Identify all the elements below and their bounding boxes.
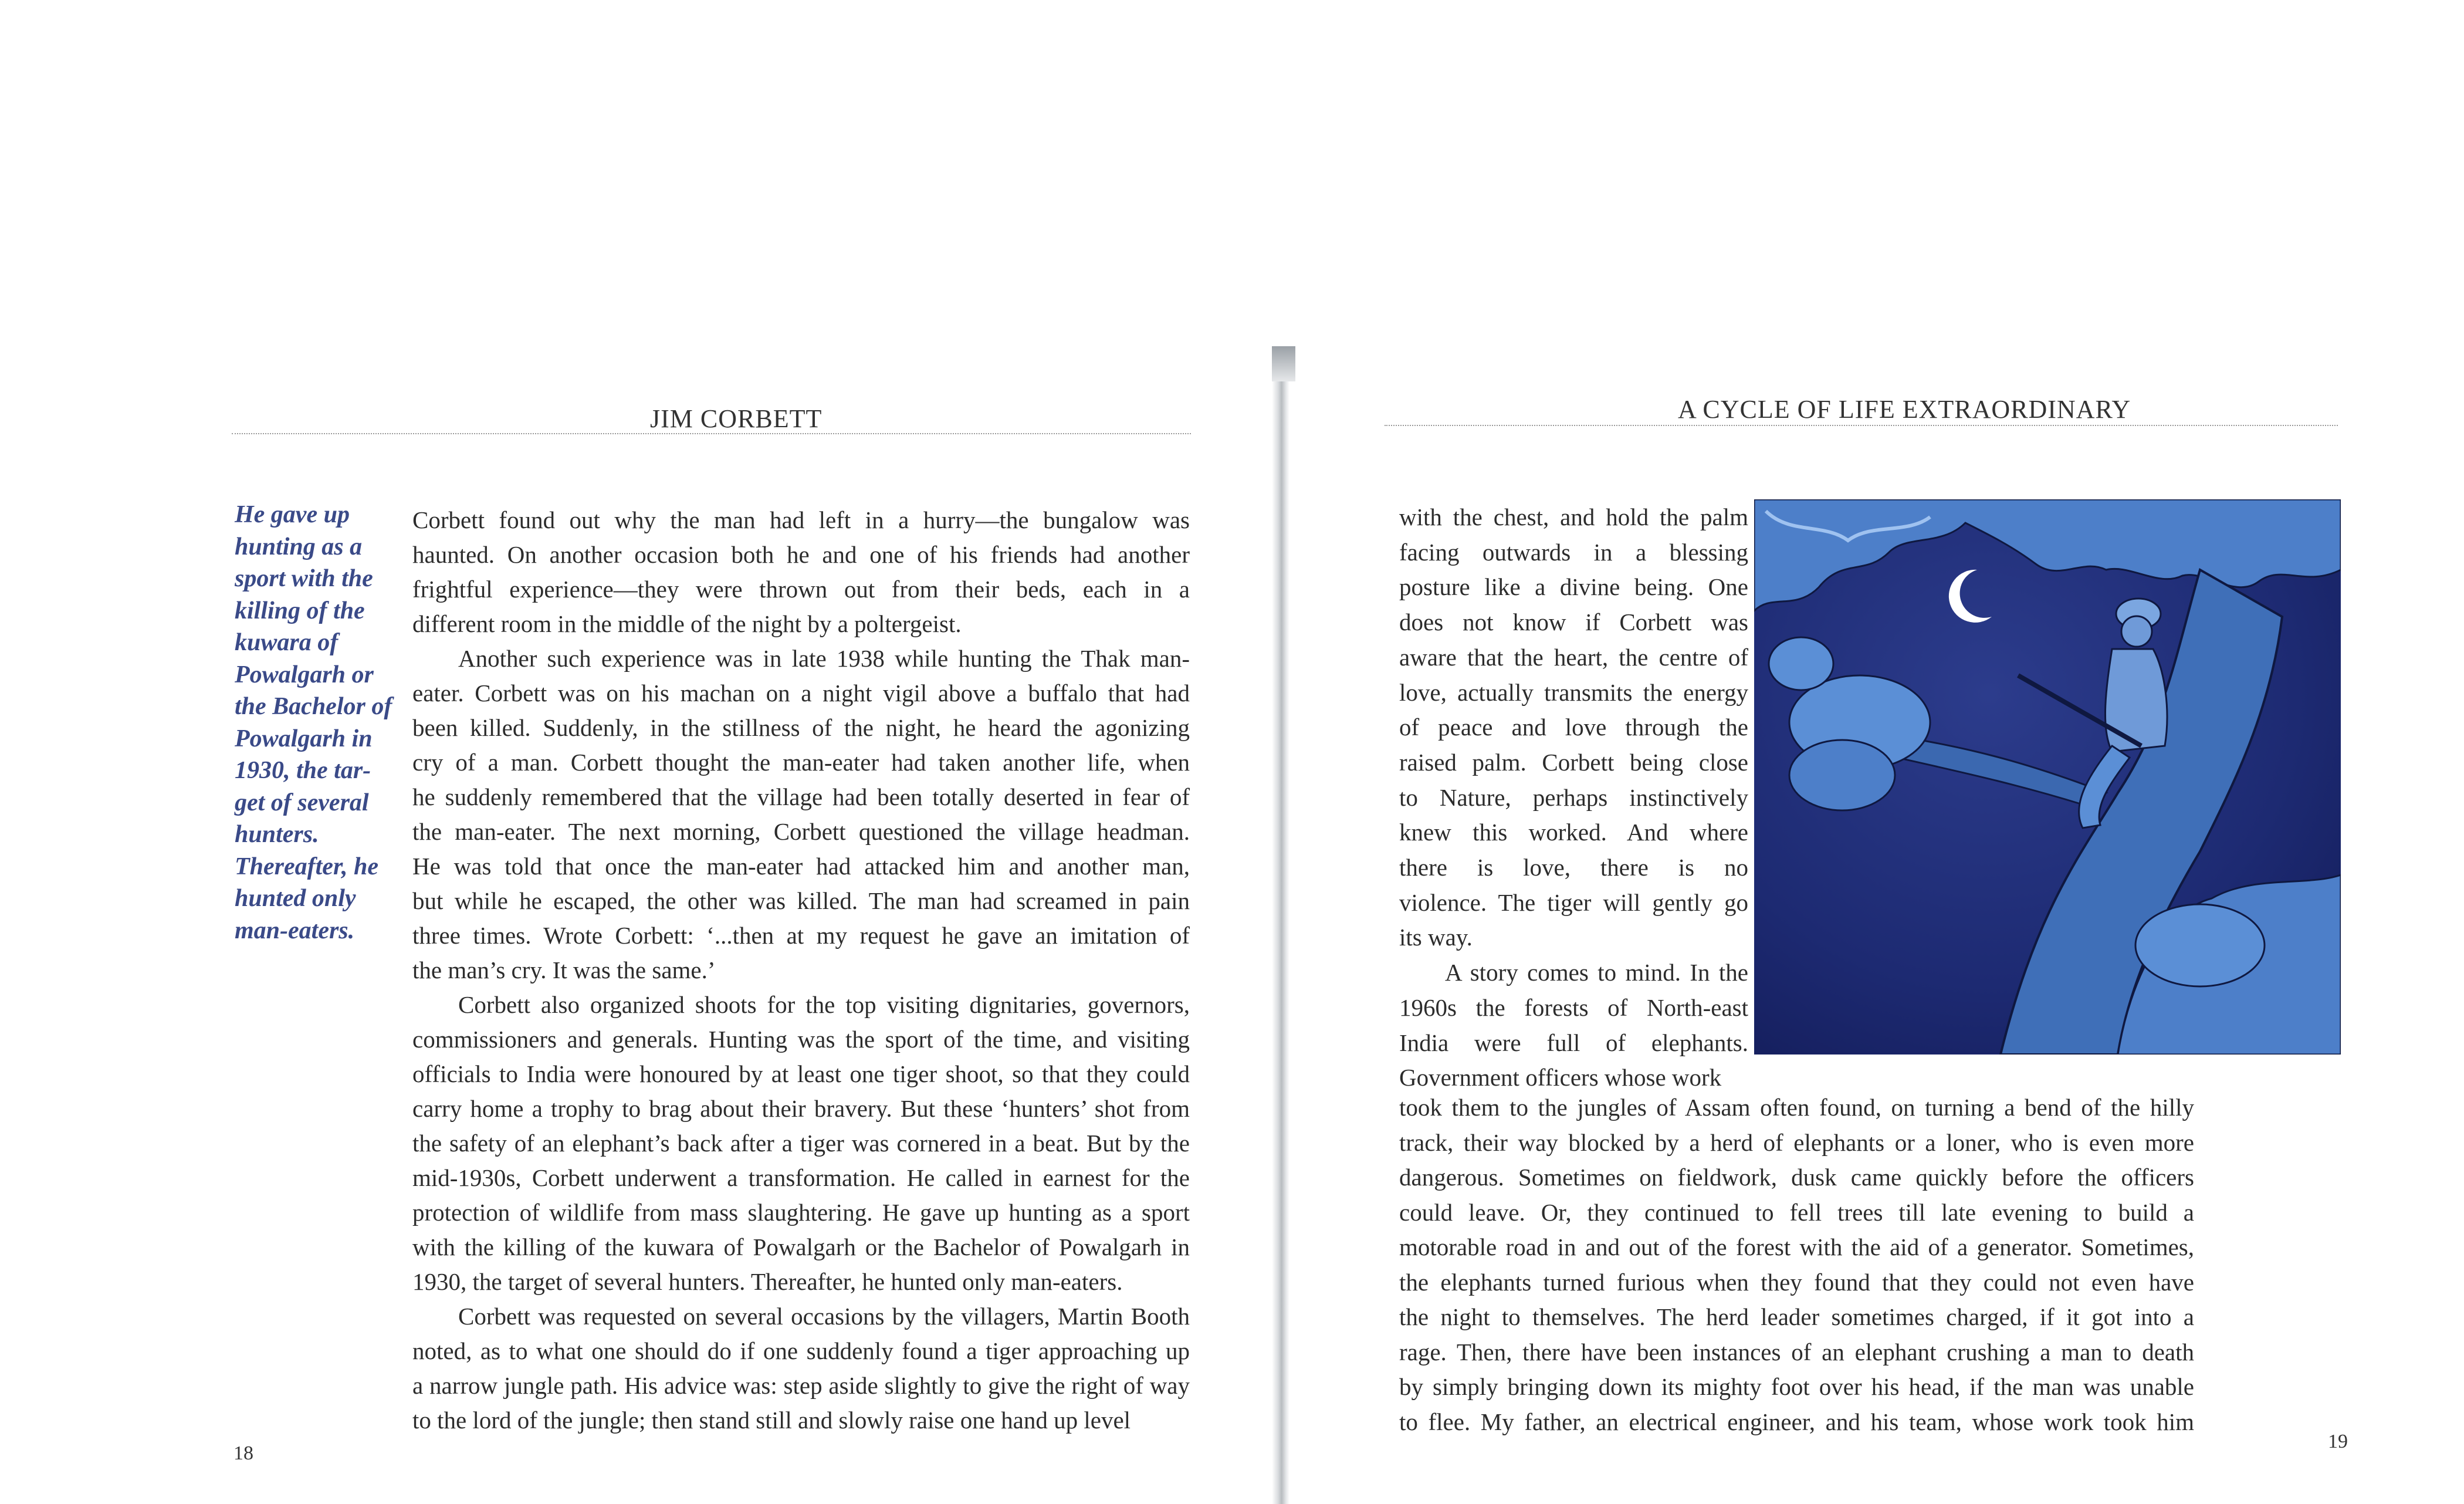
body-line: 1960s the forests of North-east <box>1399 993 1748 1021</box>
sidenote-line: 1930, the tar- <box>235 757 371 784</box>
body-line: with the chest, and hold the palm <box>1399 503 1748 530</box>
body-line: frightful experience—they were thrown out from their beds, each in a <box>412 576 1190 603</box>
body-line: rage. Then, there have been instances of an elephant crushing a man to death <box>1399 1338 2194 1366</box>
sidenote-line: hunters. <box>235 821 319 848</box>
sidenote-line: hunting as a <box>235 533 363 560</box>
body-line: Government officers whose work <box>1399 1064 1722 1091</box>
body-line: been killed. Suddenly, in the stillness of the night, he heard the agonizing <box>412 714 1190 741</box>
body-line: He was told that once the man-eater had attacked him and another man, <box>412 853 1190 880</box>
sidenote-line: get of several <box>235 789 369 816</box>
left-head-rule <box>232 433 1191 434</box>
sidenote-line: hunted only <box>235 885 356 912</box>
body-line: but while he escaped, the other was killed. The man had screamed in pain <box>412 887 1190 914</box>
body-line: by simply bringing down its mighty foot over his head, if the man was unable <box>1399 1373 2194 1400</box>
body-line: motorable road in and out of the forest with the aid of a generator. Sometimes, <box>1399 1233 2194 1260</box>
body-line: Corbett found out why the man had left in a hurry—the bungalow was <box>412 506 1190 533</box>
body-line: haunted. On another occasion both he and one of his friends had another <box>412 541 1190 568</box>
body-line: officials to India were honoured by at least one tiger shoot, so that they could <box>412 1060 1190 1087</box>
body-line: Corbett also organized shoots for the top visiting dignitaries, governors, <box>458 991 1190 1018</box>
body-line: the safety of an elephant’s back after a tiger was cornered in a beat. But by the <box>412 1130 1190 1157</box>
body-line: could leave. Or, they continued to fell trees till late evening to build a <box>1399 1198 2194 1226</box>
body-line: different room in the middle of the night by a poltergeist. <box>412 610 962 637</box>
body-line: the man-eater. The next morning, Corbett questioned the village headman. <box>412 818 1190 845</box>
sidenote-line: man-eaters. <box>235 917 355 944</box>
body-line: aware that the heart, the centre of <box>1399 643 1748 671</box>
right-page-number: 19 <box>2328 1431 2348 1452</box>
body-line: mid-1930s, Corbett underwent a transformation. He called in earnest for the <box>412 1164 1190 1191</box>
body-line: track, their way blocked by a herd of elephants or a loner, who is even more <box>1399 1128 2194 1156</box>
right-running-head: A CYCLE OF LIFE EXTRAORDINARY <box>1678 395 2131 424</box>
body-line: three times. Wrote Corbett: ‘...then at my request he gave an imitation of <box>412 922 1190 949</box>
body-line: to flee. My father, an electrical engineer, and his team, whose work took him <box>1399 1408 2194 1435</box>
sidenote-line: Powalgarh or <box>235 661 374 688</box>
sidenote-line: kuwara of <box>235 629 339 656</box>
body-line: to Nature, perhaps instinctively <box>1399 783 1748 811</box>
body-line: the elephants turned furious when they found that they could not even have <box>1399 1268 2194 1296</box>
body-line: raised palm. Corbett being close <box>1399 748 1748 776</box>
body-line: 1930, the target of several hunters. Thereafter, he hunted only man-eaters. <box>412 1268 1123 1295</box>
sidenote-line: the Bachelor of <box>235 693 392 720</box>
body-line: commissioners and generals. Hunting was the sport of the time, and visiting <box>412 1026 1190 1053</box>
body-line: the man’s cry. It was the same.’ <box>412 957 716 983</box>
body-line: posture like a divine being. One <box>1399 573 1748 601</box>
sidenote-line: He gave up <box>235 501 350 528</box>
body-line: violence. The tiger will gently go <box>1399 888 1748 916</box>
body-line: he suddenly remembered that the village had been totally deserted in fear of <box>412 783 1190 810</box>
body-line: does not know if Corbett was <box>1399 609 1748 636</box>
body-line: eater. Corbett was on his machan on a night vigil above a buffalo that had <box>412 680 1190 707</box>
left-page-number: 18 <box>233 1442 253 1464</box>
body-line: A story comes to mind. In the <box>1445 959 1748 986</box>
left-running-head: JIM CORBETT <box>650 404 823 433</box>
body-line: a narrow jungle path. His advice was: step aside slightly to give the right of way <box>412 1372 1190 1399</box>
foliage-clump <box>2135 904 2265 986</box>
body-line: noted, as to what one should do if one suddenly found a tiger approaching up <box>412 1337 1190 1364</box>
foliage-clump <box>1769 637 1833 690</box>
body-line: carry home a trophy to brag about their bravery. But these ‘hunters’ shot from <box>412 1095 1190 1122</box>
body-line: to the lord of the jungle; then stand still and slowly raise one hand up level <box>412 1407 1131 1434</box>
body-line: India were full of elephants. <box>1399 1029 1748 1056</box>
body-line: knew this worked. And where <box>1399 819 1748 846</box>
book-spine <box>1272 346 1289 1504</box>
body-line: protection of wildlife from mass slaughtering. He gave up hunting as a sport <box>412 1199 1190 1226</box>
sidenote <box>235 499 392 947</box>
body-line: Corbett was requested on several occasions by the villagers, Martin Booth <box>458 1303 1190 1330</box>
body-line: love, actually transmits the energy <box>1399 678 1748 706</box>
book-spine-top <box>1272 346 1295 381</box>
body-line: took them to the jungles of Assam often found, on turning a bend of the hilly <box>1399 1094 2194 1121</box>
body-line: of peace and love through the <box>1399 714 1748 741</box>
sidenote-line: Thereafter, he <box>235 853 378 880</box>
sidenote-line: Powalgarh in <box>235 725 373 752</box>
right-head-rule <box>1385 425 2338 426</box>
body-line: the night to themselves. The herd leader sometimes charged, if it got into a <box>1399 1303 2194 1330</box>
body-line: there is love, there is no <box>1399 854 1748 881</box>
body-line: cry of a man. Corbett thought the man-eater had taken another life, when <box>412 749 1190 776</box>
body-line: Another such experience was in late 1938 while hunting the Thak man- <box>458 645 1190 672</box>
body-line: facing outwards in a blessing <box>1399 538 1748 566</box>
sidenote-line: killing of the <box>235 597 365 624</box>
sidenote-line: sport with the <box>235 565 373 592</box>
foliage-clump <box>1789 740 1895 810</box>
illustration-moonlit-hunter-in-tree <box>1754 499 2341 1055</box>
body-line: its way. <box>1399 924 1473 951</box>
body-line: dangerous. Sometimes on fieldwork, dusk came quickly before the officers <box>1399 1164 2194 1191</box>
body-line: with the killing of the kuwara of Powalgarh or the Bachelor of Powalgarh in <box>412 1233 1190 1260</box>
